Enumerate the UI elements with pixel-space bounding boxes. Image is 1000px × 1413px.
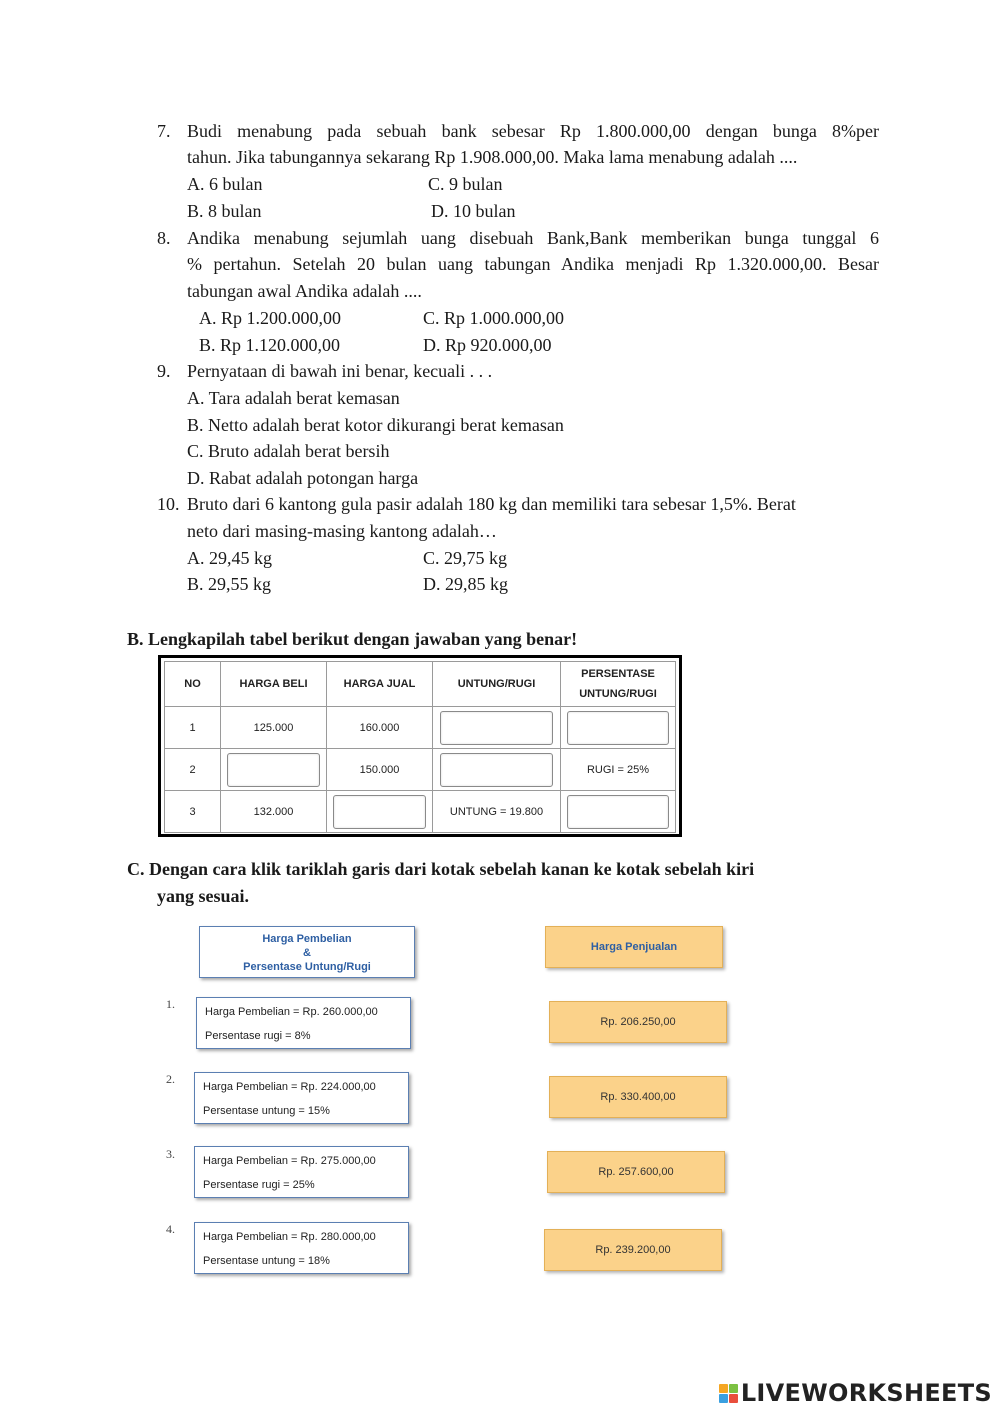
match-left-line2: Persentase rugi = 8% xyxy=(205,1030,311,1042)
question-7-number: 7. xyxy=(157,121,171,141)
cell-no: 3 xyxy=(165,791,221,833)
q10-option-c: C. 29,75 kg xyxy=(423,548,508,568)
question-7-text: Budi menabung pada sebuah bank sebesar Rp 1.800.000,00 dengan bunga 8%per xyxy=(187,121,879,141)
match-left-line1: Harga Pembelian = Rp. 260.000,00 xyxy=(205,1006,378,1018)
match-left-line1: Harga Pembelian = Rp. 224.000,00 xyxy=(203,1081,376,1093)
answer-input-persentase-1[interactable] xyxy=(567,711,668,745)
section-c-title: C. Dengan cara klik tariklah garis dari kotak sebelah kanan ke kotak sebelah kiri xyxy=(127,859,755,879)
match-left-line1: Harga Pembelian = Rp. 280.000,00 xyxy=(203,1231,376,1243)
match-left-line2: Persentase rugi = 25% xyxy=(203,1179,315,1191)
match-item-number: 2. xyxy=(166,1072,175,1086)
cell-harga-beli: 132.000 xyxy=(221,791,327,833)
q7-option-c: C. 9 bulan xyxy=(428,174,503,194)
q9-option-b: B. Netto adalah berat kotor dikurangi berat kemasan xyxy=(187,415,564,435)
left-header-line1: Harga Pembelian xyxy=(262,933,352,945)
question-9-text: Pernyataan di bawah ini benar, kecuali . . . xyxy=(187,361,493,381)
logo-text: LIVEWORKSHEETS xyxy=(740,1379,992,1407)
q10-option-b: B. 29,55 kg xyxy=(187,574,272,594)
q7-option-d: D. 10 bulan xyxy=(431,201,516,221)
col-header-untung-rugi: UNTUNG/RUGI xyxy=(433,662,561,707)
table-row xyxy=(165,791,676,833)
col-header-persentase xyxy=(561,662,676,707)
q7-option-a: A. 6 bulan xyxy=(187,174,263,194)
cell-harga-beli: 125.000 xyxy=(221,707,327,749)
cell-untung-rugi: UNTUNG = 19.800 xyxy=(433,791,561,833)
col-header-persentase-line1: PERSENTASE xyxy=(581,668,655,680)
col-header-harga-beli: HARGA BELI xyxy=(221,662,327,707)
match-left-item-1[interactable] xyxy=(196,997,411,1049)
q9-option-d: D. Rabat adalah potongan harga xyxy=(187,468,419,488)
left-header-line2: & xyxy=(303,947,311,959)
match-left-line2: Persentase untung = 15% xyxy=(203,1105,330,1117)
section-b-title: B. Lengkapilah tabel berikut dengan jawaban yang benar! xyxy=(127,629,578,649)
section-c-title-2: yang sesuai. xyxy=(157,886,250,906)
answer-table-frame xyxy=(158,655,682,837)
question-8-text: Andika menabung sejumlah uang disebuah Bank,Bank memberikan bunga tunggal 6 xyxy=(187,228,879,248)
match-left-item-2[interactable] xyxy=(194,1072,409,1124)
q9-option-a: A. Tara adalah berat kemasan xyxy=(187,388,400,408)
match-left-line1: Harga Pembelian = Rp. 275.000,00 xyxy=(203,1155,376,1167)
left-header-box xyxy=(199,926,415,978)
answer-table xyxy=(164,661,676,833)
q8-option-d: D. Rp 920.000,00 xyxy=(423,335,552,355)
answer-input-harga-beli-2[interactable] xyxy=(227,753,320,787)
match-item-number: 3. xyxy=(166,1147,175,1161)
match-right-item-1[interactable]: Rp. 206.250,00 xyxy=(549,1001,727,1043)
q8-option-c: C. Rp 1.000.000,00 xyxy=(423,308,565,328)
question-8-text-2: % pertahun. Setelah 20 bulan uang tabungan Andika menjadi Rp 1.320.000,00. Besar xyxy=(187,254,879,274)
cell-harga-jual: 150.000 xyxy=(327,749,433,791)
match-right-item-3[interactable]: Rp. 257.600,00 xyxy=(547,1151,725,1193)
answer-input-persentase-3[interactable] xyxy=(567,795,668,829)
question-10-text: Bruto dari 6 kantong gula pasir adalah 180 kg dan memiliki tara sebesar 1,5%. Berat xyxy=(187,494,796,514)
match-left-line2: Persentase untung = 18% xyxy=(203,1255,330,1267)
answer-input-untung-rugi-2[interactable] xyxy=(440,753,553,787)
right-header-box: Harga Penjualan xyxy=(545,926,723,968)
question-7-text-2: tahun. Jika tabungannya sekarang Rp 1.908.000,00. Maka lama menabung adalah .... xyxy=(187,147,798,167)
match-left-item-3[interactable] xyxy=(194,1146,409,1198)
match-right-item-4[interactable]: Rp. 239.200,00 xyxy=(544,1229,722,1271)
cell-persentase: RUGI = 25% xyxy=(561,749,676,791)
q8-option-a: A. Rp 1.200.000,00 xyxy=(199,308,342,328)
match-right-item-2[interactable]: Rp. 330.400,00 xyxy=(549,1076,727,1118)
col-header-persentase-line2: UNTUNG/RUGI xyxy=(579,688,657,700)
cell-persentase xyxy=(561,707,676,749)
match-left-item-4[interactable] xyxy=(194,1222,409,1274)
question-9-number: 9. xyxy=(157,361,171,381)
table-header-row xyxy=(165,662,676,707)
q8-option-b: B. Rp 1.120.000,00 xyxy=(199,335,341,355)
col-header-no: NO xyxy=(165,662,221,707)
left-header-line3: Persentase Untung/Rugi xyxy=(243,961,371,973)
match-item-number: 1. xyxy=(166,997,175,1011)
q7-option-b: B. 8 bulan xyxy=(187,201,262,221)
cell-harga-beli xyxy=(221,749,327,791)
liveworksheets-logo xyxy=(719,1379,992,1407)
cell-untung-rugi xyxy=(433,749,561,791)
question-10-text-2: neto dari masing-masing kantong adalah… xyxy=(187,521,497,541)
cell-untung-rugi xyxy=(433,707,561,749)
answer-input-untung-rugi-1[interactable] xyxy=(440,711,553,745)
table-row xyxy=(165,707,676,749)
answer-input-harga-jual-3[interactable] xyxy=(333,795,426,829)
table-row xyxy=(165,749,676,791)
cell-harga-jual: 160.000 xyxy=(327,707,433,749)
question-8-number: 8. xyxy=(157,228,171,248)
col-header-harga-jual: HARGA JUAL xyxy=(327,662,433,707)
logo-mark-icon xyxy=(719,1384,738,1403)
cell-harga-jual xyxy=(327,791,433,833)
question-8-text-3: tabungan awal Andika adalah .... xyxy=(187,281,422,301)
cell-persentase xyxy=(561,791,676,833)
q10-option-a: A. 29,45 kg xyxy=(187,548,272,568)
cell-no: 2 xyxy=(165,749,221,791)
q10-option-d: D. 29,85 kg xyxy=(423,574,508,594)
question-10-number: 10. xyxy=(157,494,180,514)
q9-option-c: C. Bruto adalah berat bersih xyxy=(187,441,390,461)
cell-no: 1 xyxy=(165,707,221,749)
match-item-number: 4. xyxy=(166,1222,175,1236)
